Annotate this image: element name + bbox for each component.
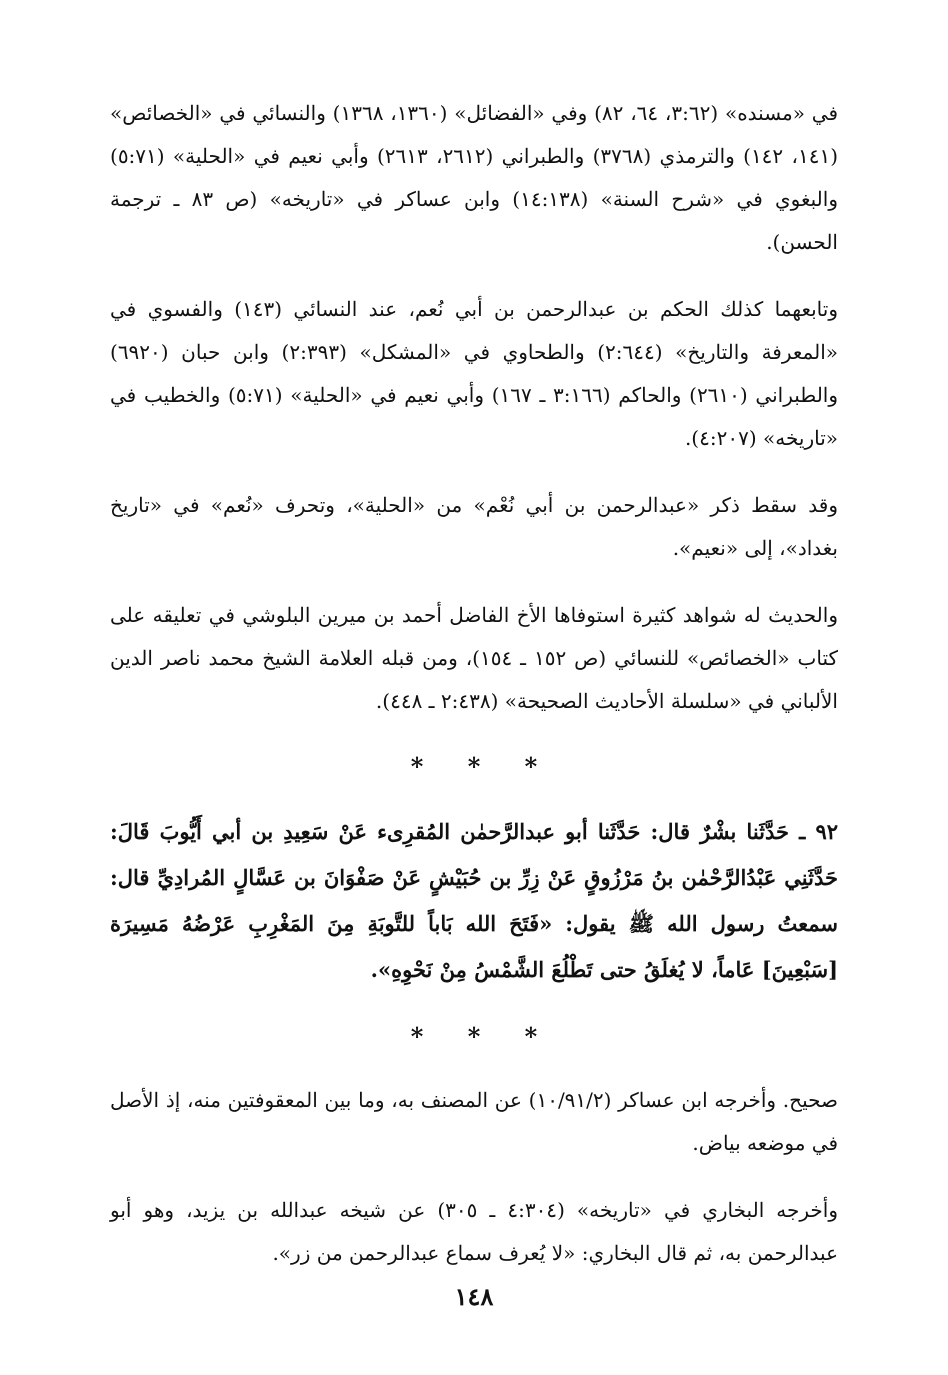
- page-number: ١٤٨: [454, 1282, 494, 1311]
- asterisk: *: [410, 752, 424, 781]
- asterisk: *: [524, 1022, 538, 1051]
- asterisk: *: [410, 1022, 424, 1051]
- paragraph-followup: وتابعهما كذلك الحكم بن عبدالرحمن بن أبي نُعم، عند النسائي (١٤٣) والفسوي في «المعرفة والتاريخ» (٢:٦٤٤) والطحاوي في «المشكل» (٢:٣٩٣) وابن حبان (٦٩٢٠) والطبراني (٢٦١٠) والحاكم (٣:١٦٦ ـ ١٦٧) وأبي نعيم في «الحلية» (٥:٧١) والخطيب في «تاريخه» (٤:٢٠٧).: [110, 297, 838, 450]
- asterisk: *: [467, 752, 481, 781]
- paragraph-witnesses: والحديث له شواهد كثيرة استوفاها الأخ الفاضل أحمد بن ميرين البلوشي في تعليقه على كتاب «الخصائص» للنسائي (ص ١٥٢ ـ ١٥٤)، ومن قبله العلامة الشيخ محمد ناصر الدين الألباني في «سلسلة الأحاديث الصحيحة» (٢:٤٣٨ ـ ٤٤٨).: [110, 603, 838, 713]
- hadith-text: ٩٢ ـ حَدَّثَنا بشْرٌ قال: حَدَّثَنا أبو عبدالرَّحمٰن المُقرِىء عَنْ سَعِيدِ بن أبي أَيُّوبَ قَالَ: حَدَّثَنِي عَبْدُالرَّحْمٰن بنُ مَرْزُوقٍ عَنْ زِرِّ بن حُبَيْشٍ عَنْ صَفْوَانَ بن عَسَّالٍ المُرادِيِّ قال: سمعتُ رسول الله ﷺ يقول: «فَتَحَ الله بَاباً للتَّوبَةِ مِنَ المَغْرِبِ عَرْضُهُ مَسِيرَة [سَبْعِينَ] عَاماً، لا يُغلَقُ حتى تَطْلُعَ الشَّمْسُ مِنْ نَحْوِهِ».: [110, 819, 838, 982]
- section-separator: [110, 747, 838, 787]
- asterisk: *: [467, 1022, 481, 1051]
- commentary-bukhari: وأخرجه البخاري في «تاريخه» (٤:٣٠٤ ـ ٣٠٥) عن شيخه عبدالله بن يزيد، وهو أبو عبدالرحمن به، ثم قال البخاري: «لا يُعرف سماع عبدالرحمن من زر».: [110, 1198, 839, 1265]
- asterisk: *: [524, 752, 538, 781]
- commentary-grading: صحيح. وأخرجه ابن عساكر (١٠/٩١/٢) عن المصنف به، وما بين المعقوفتين منه، إذ الأصل في موضعه بياض.: [110, 1088, 839, 1155]
- paragraph-correction: وقد سقط ذكر «عبدالرحمن بن أبي نُعْم» من «الحلية»، وتحرف «نُعم» في «تاريخ بغداد»، إلى «نعيم».: [110, 493, 838, 560]
- paragraph-sources: في «مسنده» (٣:٦٢، ٦٤، ٨٢) وفي «الفضائل» (١٣٦٠، ١٣٦٨) والنسائي في «الخصائص» (١٤١، ١٤٢) والترمذي (٣٧٦٨) والطبراني (٢٦١٢، ٢٦١٣) وأبي نعيم في «الحلية» (٥:٧١) والبغوي في «شرح السنة» (١٤:١٣٨) وابن عساكر في «تاريخه» (ص ٨٣ ـ ترجمة الحسن).: [110, 101, 839, 254]
- section-separator: [110, 1017, 838, 1057]
